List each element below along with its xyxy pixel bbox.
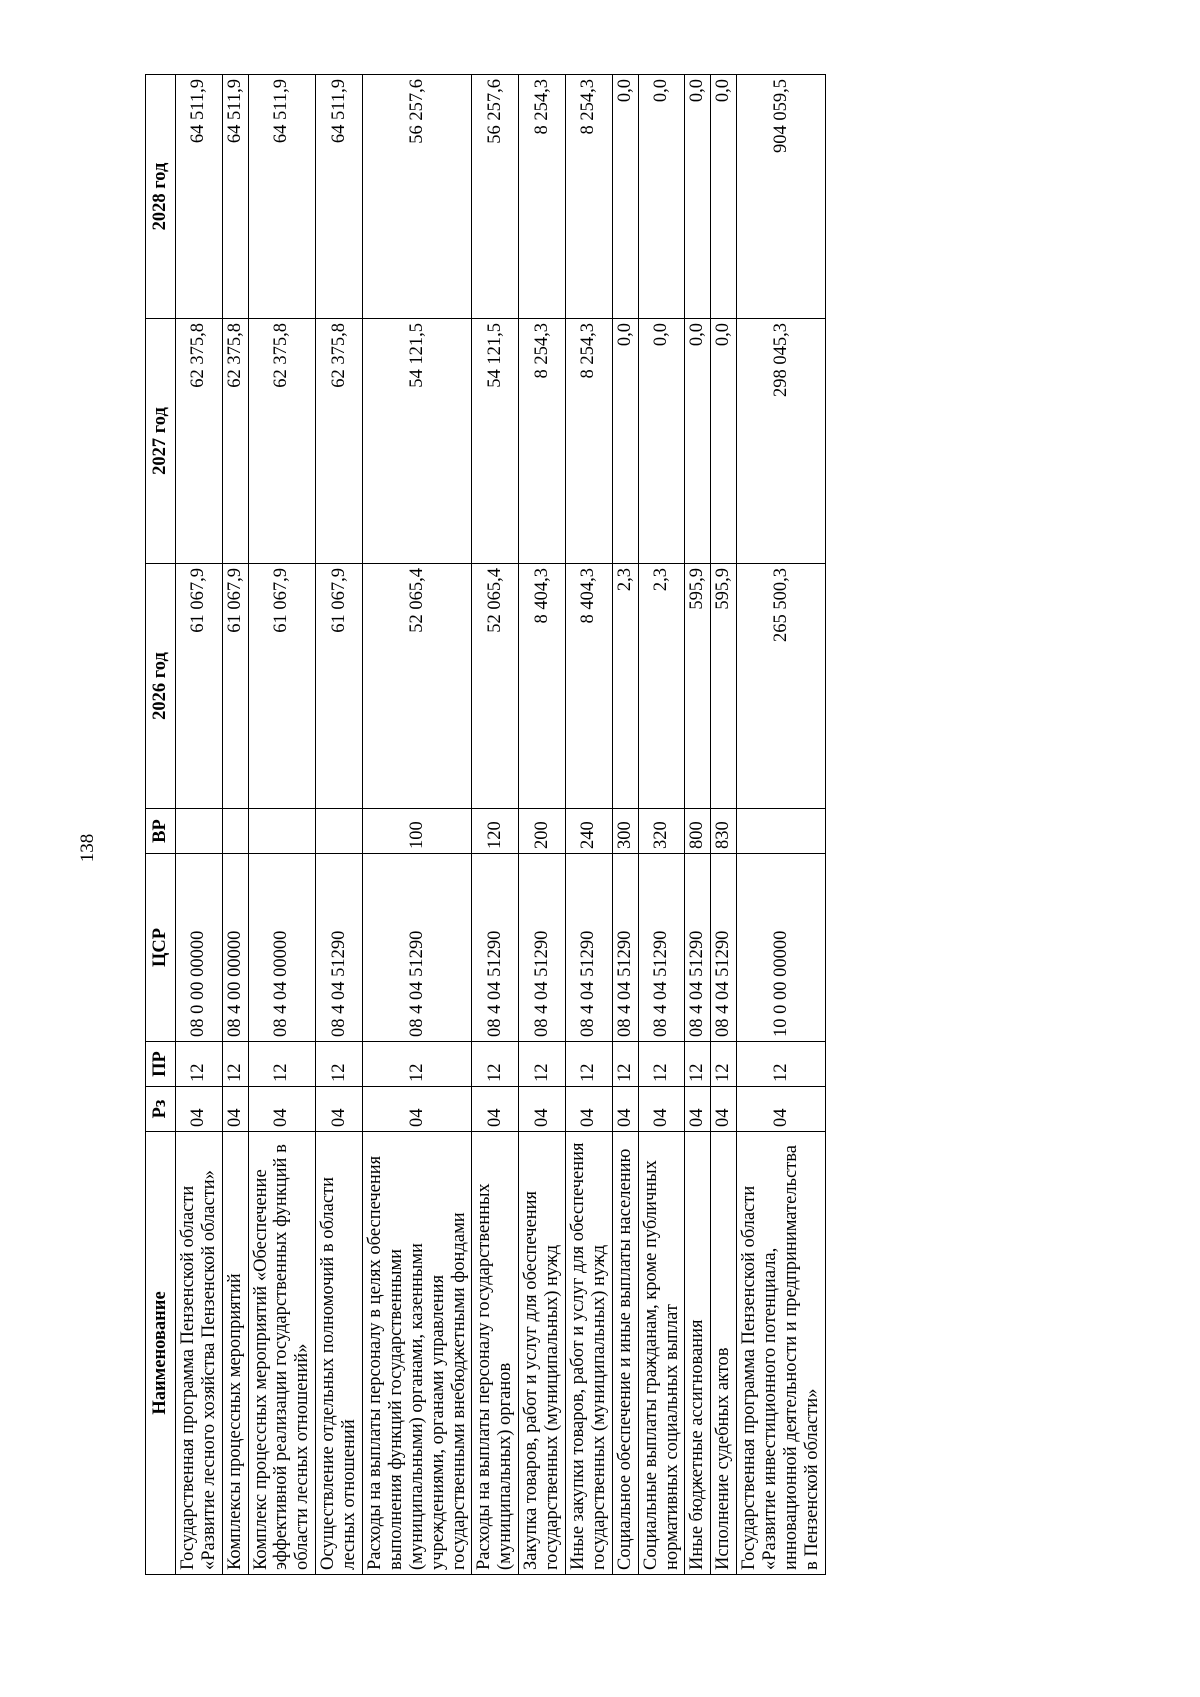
row-name: Государственная программа Пензенской области «Развитие лесного хозяйства Пензенской области» xyxy=(175,1132,222,1575)
row-rz: 04 xyxy=(519,1087,566,1132)
row-vr: 300 xyxy=(612,809,638,854)
row-csr: 08 4 04 51290 xyxy=(316,854,363,1042)
row-2027: 62 375,8 xyxy=(175,319,222,564)
row-pr: 12 xyxy=(685,1042,711,1087)
row-rz: 04 xyxy=(316,1087,363,1132)
row-vr: 320 xyxy=(638,809,685,854)
row-2026: 595,9 xyxy=(711,564,737,809)
table-row xyxy=(612,75,638,1575)
row-2027: 54 121,5 xyxy=(363,319,472,564)
row-rz: 04 xyxy=(685,1087,711,1132)
row-pr: 12 xyxy=(737,1042,826,1087)
row-vr xyxy=(248,809,316,854)
row-2027: 0,0 xyxy=(711,319,737,564)
table-row xyxy=(316,75,363,1575)
header-rz: Рз xyxy=(146,1087,176,1132)
table-row xyxy=(363,75,472,1575)
row-2027: 0,0 xyxy=(685,319,711,564)
table-row xyxy=(737,75,826,1575)
row-name: Государственная программа Пензенской области «Развитие инвестиционного потенциала, инновационной деятельности и предпринимательства в Пензенской области» xyxy=(737,1132,826,1575)
row-2027: 62 375,8 xyxy=(222,319,248,564)
row-2026: 8 404,3 xyxy=(566,564,613,809)
row-2028: 0,0 xyxy=(638,75,685,319)
row-2027: 62 375,8 xyxy=(316,319,363,564)
row-pr: 12 xyxy=(472,1042,519,1087)
table-row xyxy=(638,75,685,1575)
row-pr: 12 xyxy=(519,1042,566,1087)
row-csr: 08 4 04 00000 xyxy=(248,854,316,1042)
row-pr: 12 xyxy=(612,1042,638,1087)
table-header-row xyxy=(146,75,176,1575)
row-rz: 04 xyxy=(472,1087,519,1132)
row-2028: 56 257,6 xyxy=(472,75,519,319)
row-rz: 04 xyxy=(612,1087,638,1132)
header-2027: 2027 год xyxy=(146,319,176,564)
row-2026: 61 067,9 xyxy=(248,564,316,809)
row-vr xyxy=(175,809,222,854)
header-name: Наименование xyxy=(146,1132,176,1575)
row-csr: 08 4 00 00000 xyxy=(222,854,248,1042)
row-2028: 56 257,6 xyxy=(363,75,472,319)
header-csr: ЦСР xyxy=(146,854,176,1042)
row-csr: 08 4 04 51290 xyxy=(711,854,737,1042)
row-csr: 10 0 00 00000 xyxy=(737,854,826,1042)
row-vr xyxy=(316,809,363,854)
row-2027: 298 045,3 xyxy=(737,319,826,564)
row-vr xyxy=(737,809,826,854)
row-name: Закупка товаров, работ и услуг для обеспечения государственных (муниципальных) нужд xyxy=(519,1132,566,1575)
row-name: Социальное обеспечение и иные выплаты населению xyxy=(612,1132,638,1575)
row-2028: 8 254,3 xyxy=(566,75,613,319)
row-pr: 12 xyxy=(175,1042,222,1087)
row-2026: 595,9 xyxy=(685,564,711,809)
row-2028: 64 511,9 xyxy=(316,75,363,319)
row-2026: 61 067,9 xyxy=(222,564,248,809)
row-rz: 04 xyxy=(248,1087,316,1132)
row-pr: 12 xyxy=(638,1042,685,1087)
header-2028: 2028 год xyxy=(146,75,176,319)
table-row xyxy=(175,75,222,1575)
row-pr: 12 xyxy=(316,1042,363,1087)
row-rz: 04 xyxy=(737,1087,826,1132)
row-2026: 52 065,4 xyxy=(363,564,472,809)
header-pr: ПР xyxy=(146,1042,176,1087)
row-2026: 61 067,9 xyxy=(316,564,363,809)
row-pr: 12 xyxy=(248,1042,316,1087)
row-2028: 904 059,5 xyxy=(737,75,826,319)
row-2028: 64 511,9 xyxy=(175,75,222,319)
row-2026: 52 065,4 xyxy=(472,564,519,809)
row-2028: 8 254,3 xyxy=(519,75,566,319)
row-vr xyxy=(222,809,248,854)
header-2026: 2026 год xyxy=(146,564,176,809)
row-2026: 2,3 xyxy=(638,564,685,809)
row-vr: 100 xyxy=(363,809,472,854)
row-name: Социальные выплаты гражданам, кроме публичных нормативных социальных выплат xyxy=(638,1132,685,1575)
row-rz: 04 xyxy=(175,1087,222,1132)
row-pr: 12 xyxy=(222,1042,248,1087)
header-vr: ВР xyxy=(146,809,176,854)
row-csr: 08 4 04 51290 xyxy=(612,854,638,1042)
row-name: Комплексы процессных мероприятий xyxy=(222,1132,248,1575)
row-pr: 12 xyxy=(363,1042,472,1087)
row-2027: 62 375,8 xyxy=(248,319,316,564)
row-2028: 0,0 xyxy=(612,75,638,319)
row-2028: 64 511,9 xyxy=(248,75,316,319)
row-vr: 240 xyxy=(566,809,613,854)
row-vr: 830 xyxy=(711,809,737,854)
row-rz: 04 xyxy=(222,1087,248,1132)
row-2027: 0,0 xyxy=(612,319,638,564)
row-2028: 0,0 xyxy=(685,75,711,319)
row-2026: 61 067,9 xyxy=(175,564,222,809)
row-2028: 0,0 xyxy=(711,75,737,319)
row-name: Расходы на выплаты персоналу в целях обеспечения выполнения функций государственными (муниципальными) органами, казенными учреждениями, органами управления государственными внебюджетными фондами xyxy=(363,1132,472,1575)
row-2026: 8 404,3 xyxy=(519,564,566,809)
row-csr: 08 4 04 51290 xyxy=(472,854,519,1042)
row-csr: 08 4 04 51290 xyxy=(363,854,472,1042)
row-pr: 12 xyxy=(711,1042,737,1087)
table-row xyxy=(566,75,613,1575)
row-rz: 04 xyxy=(638,1087,685,1132)
page-number: 138 xyxy=(77,833,98,863)
row-name: Иные закупки товаров, работ и услуг для обеспечения государственных (муниципальных) нужд xyxy=(566,1132,613,1575)
row-vr: 200 xyxy=(519,809,566,854)
row-vr: 800 xyxy=(685,809,711,854)
row-csr: 08 4 04 51290 xyxy=(566,854,613,1042)
row-name: Исполнение судебных актов xyxy=(711,1132,737,1575)
budget-table xyxy=(145,74,826,1575)
row-2027: 8 254,3 xyxy=(519,319,566,564)
table-row xyxy=(519,75,566,1575)
row-rz: 04 xyxy=(566,1087,613,1132)
row-2028: 64 511,9 xyxy=(222,75,248,319)
row-rz: 04 xyxy=(711,1087,737,1132)
row-name: Осуществление отдельных полномочий в области лесных отношений xyxy=(316,1132,363,1575)
rotated-table-wrapper xyxy=(145,75,826,1575)
row-2027: 0,0 xyxy=(638,319,685,564)
row-2026: 2,3 xyxy=(612,564,638,809)
row-pr: 12 xyxy=(566,1042,613,1087)
row-2027: 54 121,5 xyxy=(472,319,519,564)
row-name: Иные бюджетные ассигнования xyxy=(685,1132,711,1575)
row-name: Комплекс процессных мероприятий «Обеспечение эффективной реализации государственных функций в области лесных отношений» xyxy=(248,1132,316,1575)
row-csr: 08 4 04 51290 xyxy=(519,854,566,1042)
table-row xyxy=(248,75,316,1575)
row-vr: 120 xyxy=(472,809,519,854)
row-2026: 265 500,3 xyxy=(737,564,826,809)
table-row xyxy=(711,75,737,1575)
row-csr: 08 4 04 51290 xyxy=(638,854,685,1042)
row-name: Расходы на выплаты персоналу государственных (муниципальных) органов xyxy=(472,1132,519,1575)
row-2027: 8 254,3 xyxy=(566,319,613,564)
row-rz: 04 xyxy=(363,1087,472,1132)
row-csr: 08 4 04 51290 xyxy=(685,854,711,1042)
table-row xyxy=(222,75,248,1575)
table-row xyxy=(472,75,519,1575)
table-row xyxy=(685,75,711,1575)
row-csr: 08 0 00 00000 xyxy=(175,854,222,1042)
